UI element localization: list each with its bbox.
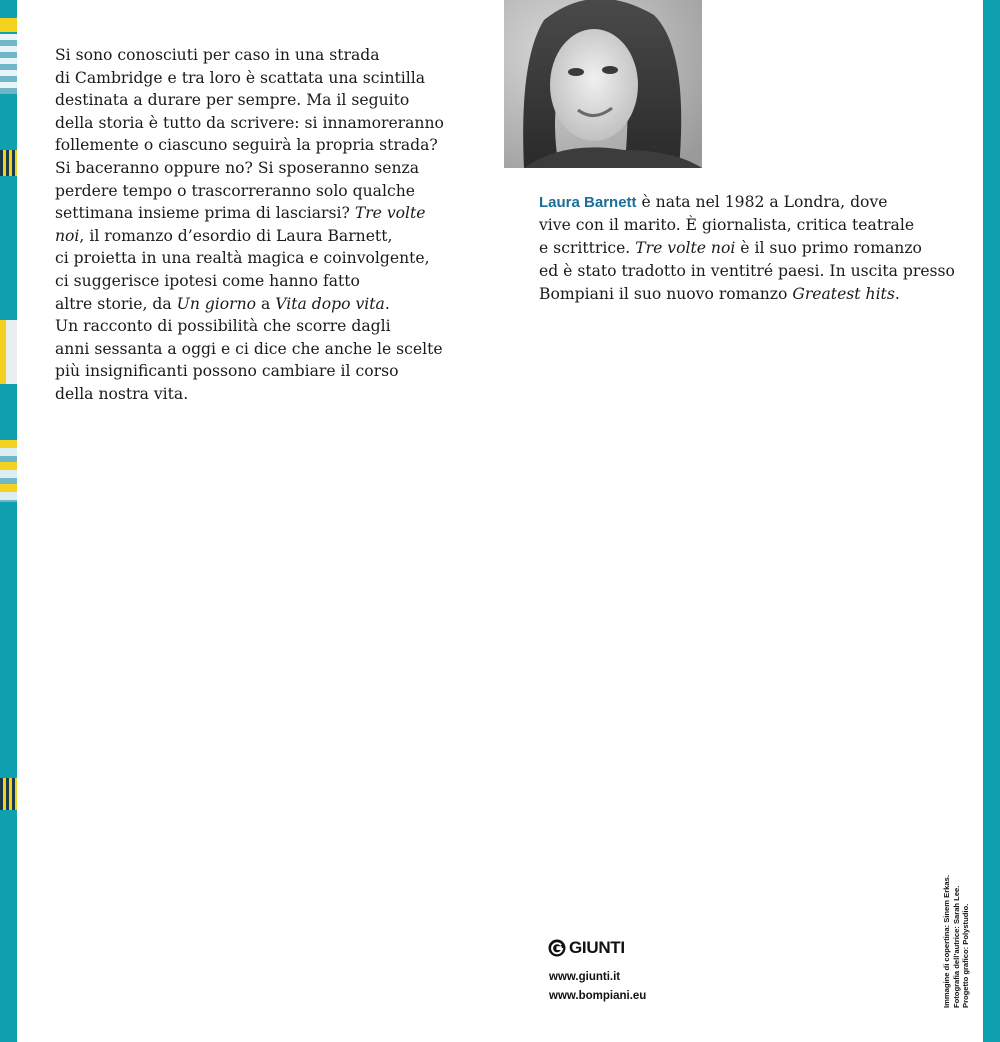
blurb-text: altre storie, da (55, 294, 177, 313)
book-title-italic: Vita dopo vita (275, 294, 385, 313)
blurb-line (55, 225, 445, 248)
blurb-line: destinata a durare per sempre. Ma il seguito (55, 91, 410, 110)
stripes-deco (0, 440, 17, 502)
blurb-line: Si baceranno oppure no? Si sposeranno senza (55, 158, 420, 177)
bio-text: è nata nel 1982 a Londra, dove (636, 193, 888, 211)
bio-line: ed è stato tradotto in ventitré paesi. In uscita presso (539, 262, 955, 280)
yellow-deco (0, 18, 17, 32)
blurb-line (55, 202, 445, 225)
bio-line (539, 237, 959, 260)
publisher-urls (549, 968, 646, 1006)
bio-line: vive con il marito. È giornalista, critica teatrale (539, 216, 915, 234)
bio-line (539, 191, 959, 214)
bio-text: . (894, 285, 900, 303)
book-title-italic: Greatest hits (792, 285, 895, 303)
bompiani-url: www.bompiani.eu (549, 990, 647, 1002)
author-bio (539, 191, 959, 306)
blurb-line: perdere tempo o trascorreranno solo qualche (55, 181, 415, 200)
blurb-line: anni sessanta a oggi e ci dice che anche le scelte (55, 339, 443, 358)
author-photo (504, 0, 702, 168)
blurb-text: a (256, 294, 276, 313)
design-credit: Progetto grafico: Polystudio. (961, 903, 970, 1008)
book-title-italic: Un giorno (176, 294, 257, 313)
publisher-name: GIUNTI (569, 938, 625, 957)
bio-text: Bompiani il suo nuovo romanzo (539, 285, 793, 303)
blurb-line: ci suggerisce ipotesi come hanno fatto (55, 271, 360, 290)
bio-line (539, 283, 959, 306)
bio-text: è il suo primo romanzo (735, 239, 922, 257)
blurb-text: settimana insieme prima di lasciarsi? (55, 204, 355, 223)
author-name: Laura Barnett (539, 194, 637, 211)
blurb-line: più insignificanti possono cambiare il corso (55, 362, 399, 381)
cover-credit: Immagine di copertina: Sinem Erkas. (942, 875, 951, 1008)
blurb-text: . (384, 294, 390, 313)
giunti-url: www.giunti.it (549, 971, 621, 983)
book-blurb (55, 44, 445, 406)
book-title-italic: Tre volte (354, 204, 426, 223)
blurb-line: Un racconto di possibilità che scorre dagli (55, 317, 391, 336)
blurb-line: della storia è tutto da scrivere: si innamoreranno (55, 113, 444, 132)
book-title-italic: Tre volte noi (635, 239, 736, 257)
blurb-line: della nostra vita. (55, 384, 189, 403)
giunti-g-icon (548, 939, 566, 957)
building-deco (0, 150, 17, 176)
blurb-line: Si sono conosciuti per caso in una strada (55, 46, 380, 64)
window-deco (0, 320, 17, 384)
building-deco-lower (0, 778, 17, 810)
bio-text: e scrittrice. (539, 239, 636, 257)
book-title-italic: noi (55, 226, 80, 245)
blurb-line: follemente o ciascuno seguirà la propria strada? (55, 136, 438, 155)
blurb-text: , il romanzo d’esordio di Laura Barnett, (79, 226, 393, 245)
blurb-line: ci proietta in una realtà magica e coinvolgente, (55, 249, 430, 268)
photo-credit: Fotografia dell’autrice: Sarah Lee. (951, 885, 961, 1008)
image-credits (942, 868, 971, 1008)
blurb-line: di Cambridge e tra loro è scattata una scintilla (55, 68, 426, 87)
blurb-line (55, 293, 445, 316)
left-cover-strip (0, 0, 17, 1042)
publisher-logo (548, 938, 625, 958)
right-cover-strip (983, 0, 1000, 1042)
wave-deco (0, 34, 17, 94)
author-portrait-image (504, 0, 702, 168)
